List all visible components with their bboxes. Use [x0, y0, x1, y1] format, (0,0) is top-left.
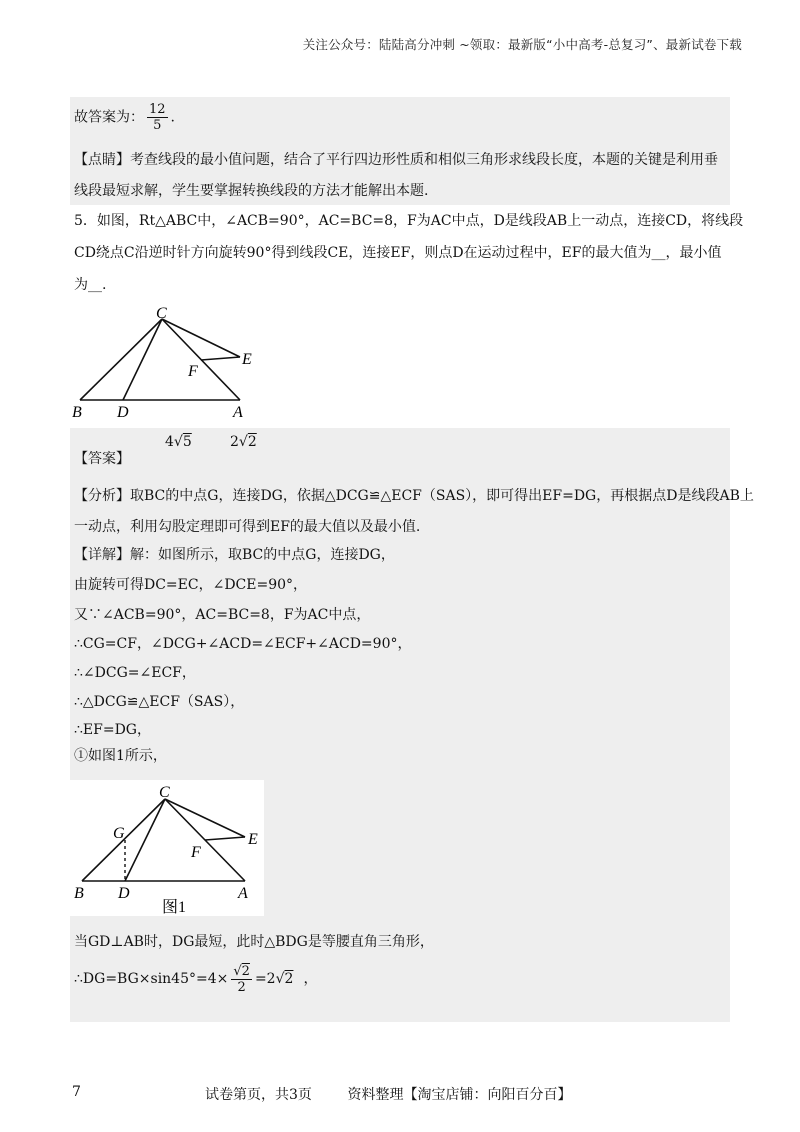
answer-value-2 — [230, 434, 257, 450]
sqrt-icon: √ — [173, 434, 183, 450]
segment-fe — [205, 837, 245, 840]
calc-mid: =2 — [254, 971, 276, 987]
label-b: B — [74, 885, 84, 902]
answer-denominator: 5 — [153, 118, 162, 133]
problem-line-3: 为__. — [74, 277, 107, 293]
page-header: 关注公众号：陆陆高分冲刺 ~领取：最新版“小中高考-总复习”、最新试卷下载 — [302, 37, 742, 52]
segment-fe — [201, 357, 240, 360]
answer-suffix: . — [170, 109, 175, 126]
label-g: G — [113, 825, 125, 842]
label-c: C — [156, 305, 167, 322]
segment-cd — [125, 799, 165, 881]
case1-line-1: 当GD⊥AB时，DG最短，此时△BDG是等腰直角三角形， — [74, 934, 434, 950]
detail-line-5: ∴∠DCG=∠ECF， — [74, 665, 196, 681]
answer-fraction — [147, 102, 168, 133]
figure-caption: 图1 — [162, 899, 187, 916]
calc-suffix: ， — [303, 971, 318, 987]
comment-line-2: 线段最短求解，学生要掌握转换线段的方法才能解出本题. — [74, 183, 429, 199]
detail-line-2: 由旋转可得DC=EC，∠DCE=90°， — [74, 577, 308, 593]
calc-fraction-radicand: 2 — [241, 963, 250, 979]
case1-calc — [74, 962, 317, 996]
sqrt-icon: √ — [233, 963, 242, 979]
calc-prefix: ∴DG=BG×sin45°=4× — [74, 971, 229, 987]
analysis-line-1: 【分析】取BC的中点G，连接DG，依据△DCG≌△ECF（SAS），即可得出EF=DG，再根据点D是线段AB上 — [74, 488, 754, 504]
calc-fraction-denominator: 2 — [237, 979, 246, 995]
page-number: 7 — [72, 1084, 81, 1100]
label-e: E — [248, 831, 258, 848]
triangle-figure — [70, 302, 270, 422]
answer-value-1-radicand: 5 — [182, 434, 192, 450]
analysis-line-2: 一动点，利用勾股定理即可得到EF的最大值以及最小值. — [74, 519, 421, 535]
triangle-figure-1 — [70, 780, 264, 916]
footer-text: 试卷第页，共3页 资料整理【淘宝店铺：向阳百分百】 — [205, 1087, 572, 1103]
label-b: B — [72, 404, 82, 421]
problem-line-2: CD绕点C沿逆时针方向旋转90°得到线段CE，连接EF，则点D在运动过程中，EF的最大值为__，最小值 — [74, 245, 722, 261]
answer-value-2-coef: 2 — [230, 434, 239, 450]
label-c: C — [159, 784, 170, 801]
answer-value-1 — [165, 434, 192, 450]
comment-line-1: 【点睛】考查线段的最小值问题，结合了平行四边形性质和相似三角形求线段长度，本题的关键是利用垂 — [74, 152, 718, 168]
detail-line-6: ∴△DCG≌△ECF（SAS）， — [74, 694, 245, 710]
detail-line-1: 【详解】解：如图所示，取BC的中点G，连接DG， — [74, 547, 395, 563]
label-a: A — [233, 404, 243, 421]
answer-line — [74, 102, 175, 133]
segment-ce — [162, 319, 240, 357]
calc-fraction — [231, 964, 252, 995]
answer-prefix: 故答案为： — [74, 109, 144, 126]
label-f: F — [191, 844, 201, 861]
detail-line-8: ①如图1所示， — [74, 748, 167, 764]
answer-value-2-radicand: 2 — [247, 434, 257, 450]
label-d: D — [118, 885, 130, 902]
label-d: D — [117, 404, 129, 421]
answer-value-1-coef: 4 — [165, 434, 174, 450]
answer-row — [74, 444, 130, 466]
segment-cd — [123, 319, 162, 400]
label-e: E — [242, 351, 252, 368]
sqrt-icon: √ — [275, 971, 285, 987]
sqrt-icon: √ — [238, 434, 248, 450]
detail-line-7: ∴EF=DG， — [74, 722, 151, 738]
detail-line-3: 又∵∠ACB=90°，AC=BC=8，F为AC中点， — [74, 607, 371, 623]
answer-numerator: 12 — [149, 102, 166, 117]
segment-ce — [165, 799, 245, 837]
segment-bc — [80, 319, 162, 400]
calc-fraction-numerator — [231, 964, 252, 980]
label-a: A — [238, 885, 248, 902]
label-f: F — [188, 363, 198, 380]
calc-radicand: 2 — [284, 971, 294, 987]
problem-line-1: 5．如图，Rt△ABC中，∠ACB=90°，AC=BC=8，F为AC中点，D是线段AB上一动点，连接CD，将线段 — [74, 213, 744, 229]
answer-label: 【答案】 — [74, 451, 130, 467]
detail-line-4: ∴CG=CF，∠DCG+∠ACD=∠ECF+∠ACD=90°， — [74, 636, 412, 652]
